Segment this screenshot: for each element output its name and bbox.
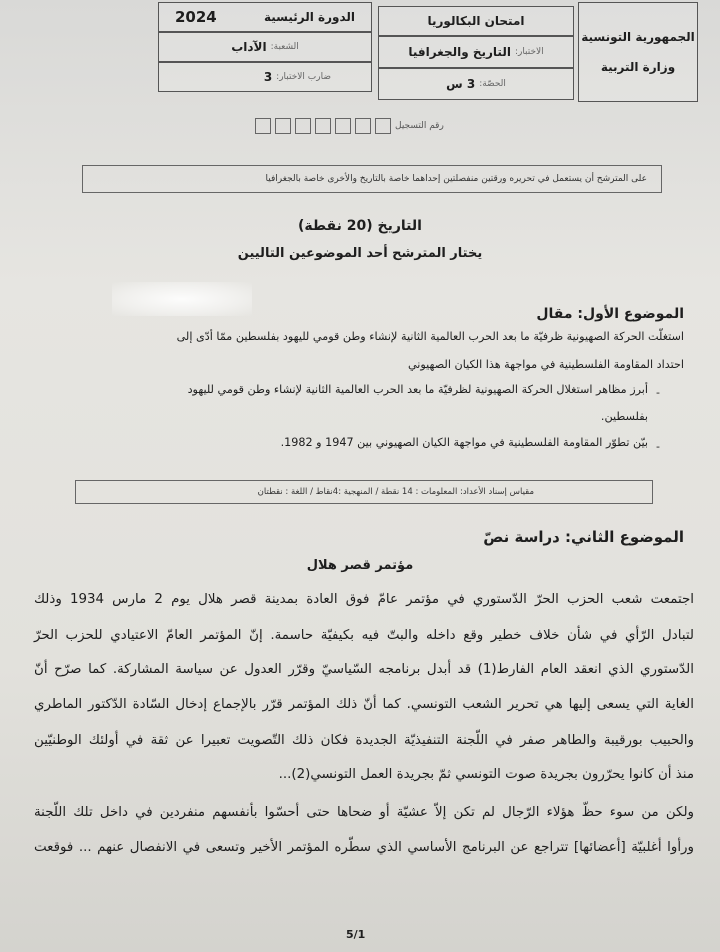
year-label: 2024 [175,8,217,26]
bullet-icon: - [656,440,660,453]
coef-cell [158,62,372,92]
exam-label: امتحان البكالوريا [427,14,525,28]
choice-instruction: يختار المترشح أحد الموضوعين التاليين [237,246,483,261]
section-value: الآداب [231,40,267,54]
duration-value: 3 س [446,77,476,91]
duration-caption: الحصّة: [479,79,506,89]
text-line-1: اجتمعت شعب الحزب الحرّ الدّستوري في مؤتمر عامّ فوق العادة بمدينة قصر هلال يوم 2 مارس 1934 وذلك [34,592,694,607]
subject1-point1-line2: بفلسطين. [600,410,648,423]
text-line-3: الدّستوري الذي انعقد العام الفارط(1) قد أبدل برنامجه السّياسيّ وقرّر العدول عن سياسة المشاركة. كما صرّح أنّ [34,662,694,677]
text-line-5: والحبيب بورقيبة والطاهر صفر في اللّجنة التنفيذيّة الجديدة فكان ذلك التّصويت تعبيرا عن ثقة في أولئك الوطنيّين [34,733,694,748]
ministry-cell [578,2,698,102]
text-line-2: لتبادل الرّأي في شأن خلاف خطير وقع داخله والبتّ فيه بكيفيّة حاسمة. إنّ المؤتمر العامّ الاعتيادي للحزب الحرّ [34,628,694,643]
instructions-text: على المترشح أن يستعمل في تحريره ورقتين منفصلتين إحداهما خاصة بالتاريخ والأخرى خاصة بالجغرافيا [265,174,647,184]
digit-box[interactable] [335,118,351,134]
republic-label: الجمهورية التونسية [581,30,695,44]
text-line-7: ولكن من سوء حظّ هؤلاء الرّجال لم تكن إلاّ عشيّة أو ضحاها حتى أحسّوا بأنفسهم منفردين في داخل تلك اللّجنة [34,805,694,820]
digit-box[interactable] [295,118,311,134]
section-caption: الشعبة: [270,42,299,52]
subject1-intro-line2: احتداد المقاومة الفلسطينية في مواجهة هذا الكيان الصهيوني [407,358,684,371]
digit-box[interactable] [315,118,331,134]
header-table [78,2,698,102]
digit-box[interactable] [255,118,271,134]
ministry-label: وزارة التربية [600,60,676,74]
digit-box[interactable] [355,118,371,134]
digit-box[interactable] [275,118,291,134]
subject1-point1-line1: أبرز مظاهر استغلال الحركة الصهيونية لظرفيّة ما بعد الحرب العالمية الثانية لإنشاء وطن قومي لليهود [187,383,648,396]
duration-cell [378,68,574,100]
text-title: مؤتمر قصر هلال [306,558,414,573]
coef-value: 3 [263,70,273,84]
instructions-box [82,165,662,193]
subject2-title: الموضوع الثاني: دراسة نصّ [483,528,684,546]
subject-cell [378,36,574,68]
digit-box[interactable] [375,118,391,134]
coef-caption: ضارب الاختبار: [276,72,331,82]
smudge [112,282,252,316]
text-line-8: ورأوا أغلبيّة [أعضائها] تتراجع عن البرنامج الأساسي الذي سطّره المؤتمر الأخير وتسعى في الانفصال عنهم ... فوقعت [34,840,694,855]
page-number: 5/1 [346,928,366,941]
history-title: التاريخ (20 نقطة) [298,218,422,234]
text-line-6: منذ أن كانوا يحرّرون بجريدة صوت التونسي ثمّ بجريدة العمل التونسي(2)... [278,767,694,782]
subject-value: التاريخ والجغرافيا [408,45,511,59]
session-cell [158,2,372,32]
text-line-4: الغاية التي يسعى إليها هي تحرير الشعب التونسي. كما أنّ ذلك المؤتمر قرّر بالإجماع إدخال السّادة الدّكتور الماطري [34,697,694,712]
grading-box [75,480,653,504]
section-cell [158,32,372,62]
candidate-number [255,118,444,134]
subject1-intro-line1: استغلّت الحركة الصهيونية ظرفيّة ما بعد الحرب العالمية الثانية لإنشاء وطن قومي لليهود بفلسطين ممّا أدّى إلى [176,330,684,343]
exam-cell [378,6,574,36]
grading-text: مقياس إسناد الأعداد: المعلومات : 14 نقطة / المنهجية :4نقاط / اللغة : نقطتان [257,487,534,497]
session-label: الدورة الرئيسية [263,10,355,24]
subject1-point2: بيّن تطوّر المقاومة الفلسطينية في مواجهة الكيان الصهيوني بين 1947 و 1982. [280,436,648,449]
subject1-title: الموضوع الأول: مقال [536,306,684,322]
bullet-icon: - [656,386,660,399]
candidate-label: رقم التسجيل [395,121,444,131]
subject-caption: الاختبار: [514,47,544,57]
